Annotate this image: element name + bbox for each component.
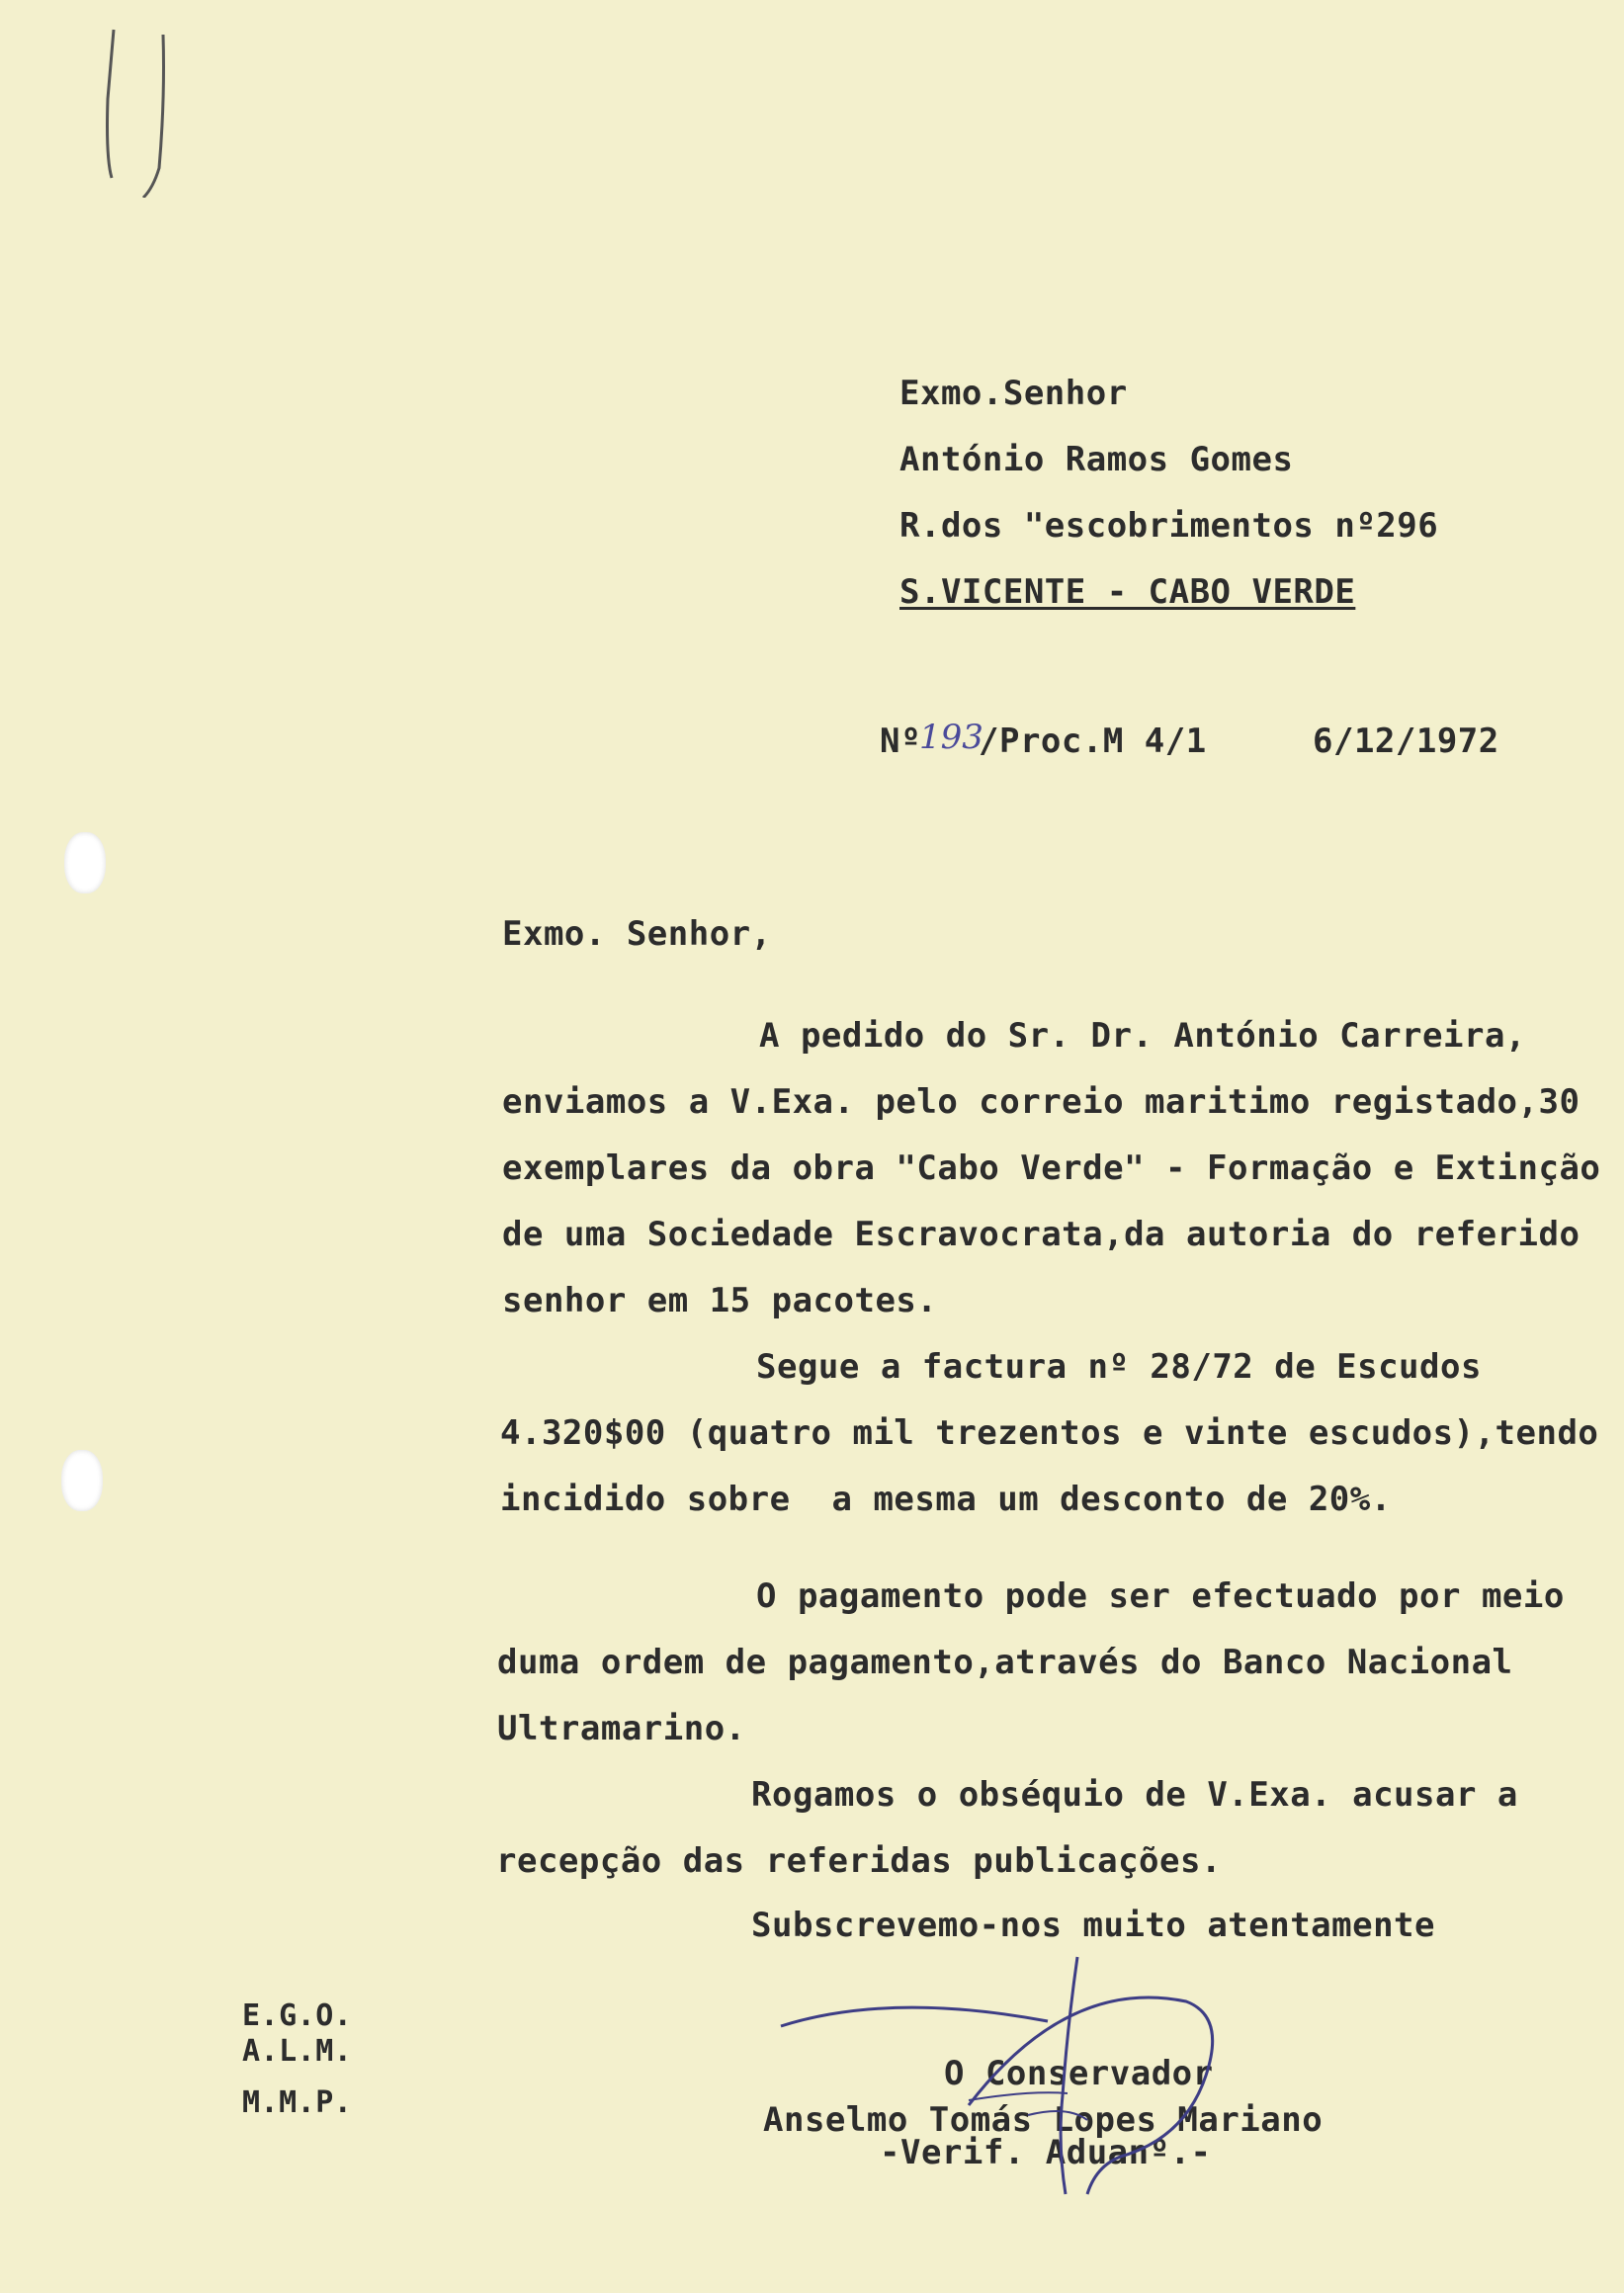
reference-process: /Proc.M 4/1: [979, 722, 1207, 761]
signature-role: -Verif. Aduanº.-: [880, 2133, 1212, 2172]
body-line: Rogamos o obséquio de V.Exa. acusar a: [751, 1775, 1518, 1815]
closing: Subscrevemo-nos muito atentamente: [751, 1906, 1436, 1945]
initials-line: E.G.O.: [242, 1998, 353, 2033]
initials-line: M.M.P.: [242, 2085, 353, 2120]
body-line: Segue a factura nº 28/72 de Escudos: [756, 1347, 1482, 1387]
recipient-name: António Ramos Gomes: [899, 440, 1294, 479]
reference-handwritten-number: 193: [919, 718, 983, 757]
recipient-salutation: Exmo.Senhor: [899, 374, 1128, 413]
body-line: A pedido do Sr. Dr. António Carreira,: [759, 1016, 1526, 1056]
signature-title: O Conservador: [944, 2054, 1214, 2093]
reference-prefix: Nº: [880, 722, 921, 761]
body-line: duma ordem de pagamento,através do Banco Nacional: [497, 1643, 1513, 1682]
body-line: senhor em 15 pacotes.: [502, 1281, 938, 1320]
punch-hole-bottom: [61, 1450, 103, 1511]
body-line: de uma Sociedade Escravocrata,da autoria do referido: [502, 1215, 1581, 1254]
reference-date: 6/12/1972: [1313, 722, 1499, 761]
pencil-mark-icon: [94, 20, 183, 198]
punch-hole-top: [64, 832, 106, 893]
body-line: Ultramarino.: [497, 1709, 746, 1748]
recipient-street: R.dos "escobrimentos nº296: [899, 506, 1439, 546]
signature-name: Anselmo Tomás Lopes Mariano: [763, 2100, 1324, 2140]
body-line: exemplares da obra "Cabo Verde" - Formação e Extinção: [502, 1148, 1601, 1188]
body-line: incidido sobre a mesma um desconto de 20%.: [500, 1480, 1392, 1519]
recipient-city: S.VICENTE - CABO VERDE: [899, 572, 1356, 612]
handwritten-signature-icon: [771, 1947, 1265, 2204]
greeting: Exmo. Senhor,: [502, 914, 772, 954]
body-line: enviamos a V.Exa. pelo correio maritimo registado,30: [502, 1082, 1581, 1122]
initials-line: A.L.M.: [242, 2034, 353, 2069]
body-line: 4.320$00 (quatro mil trezentos e vinte escudos),tendo: [500, 1413, 1599, 1453]
body-line: O pagamento pode ser efectuado por meio: [756, 1576, 1565, 1616]
body-line: recepção das referidas publicações.: [496, 1841, 1222, 1881]
